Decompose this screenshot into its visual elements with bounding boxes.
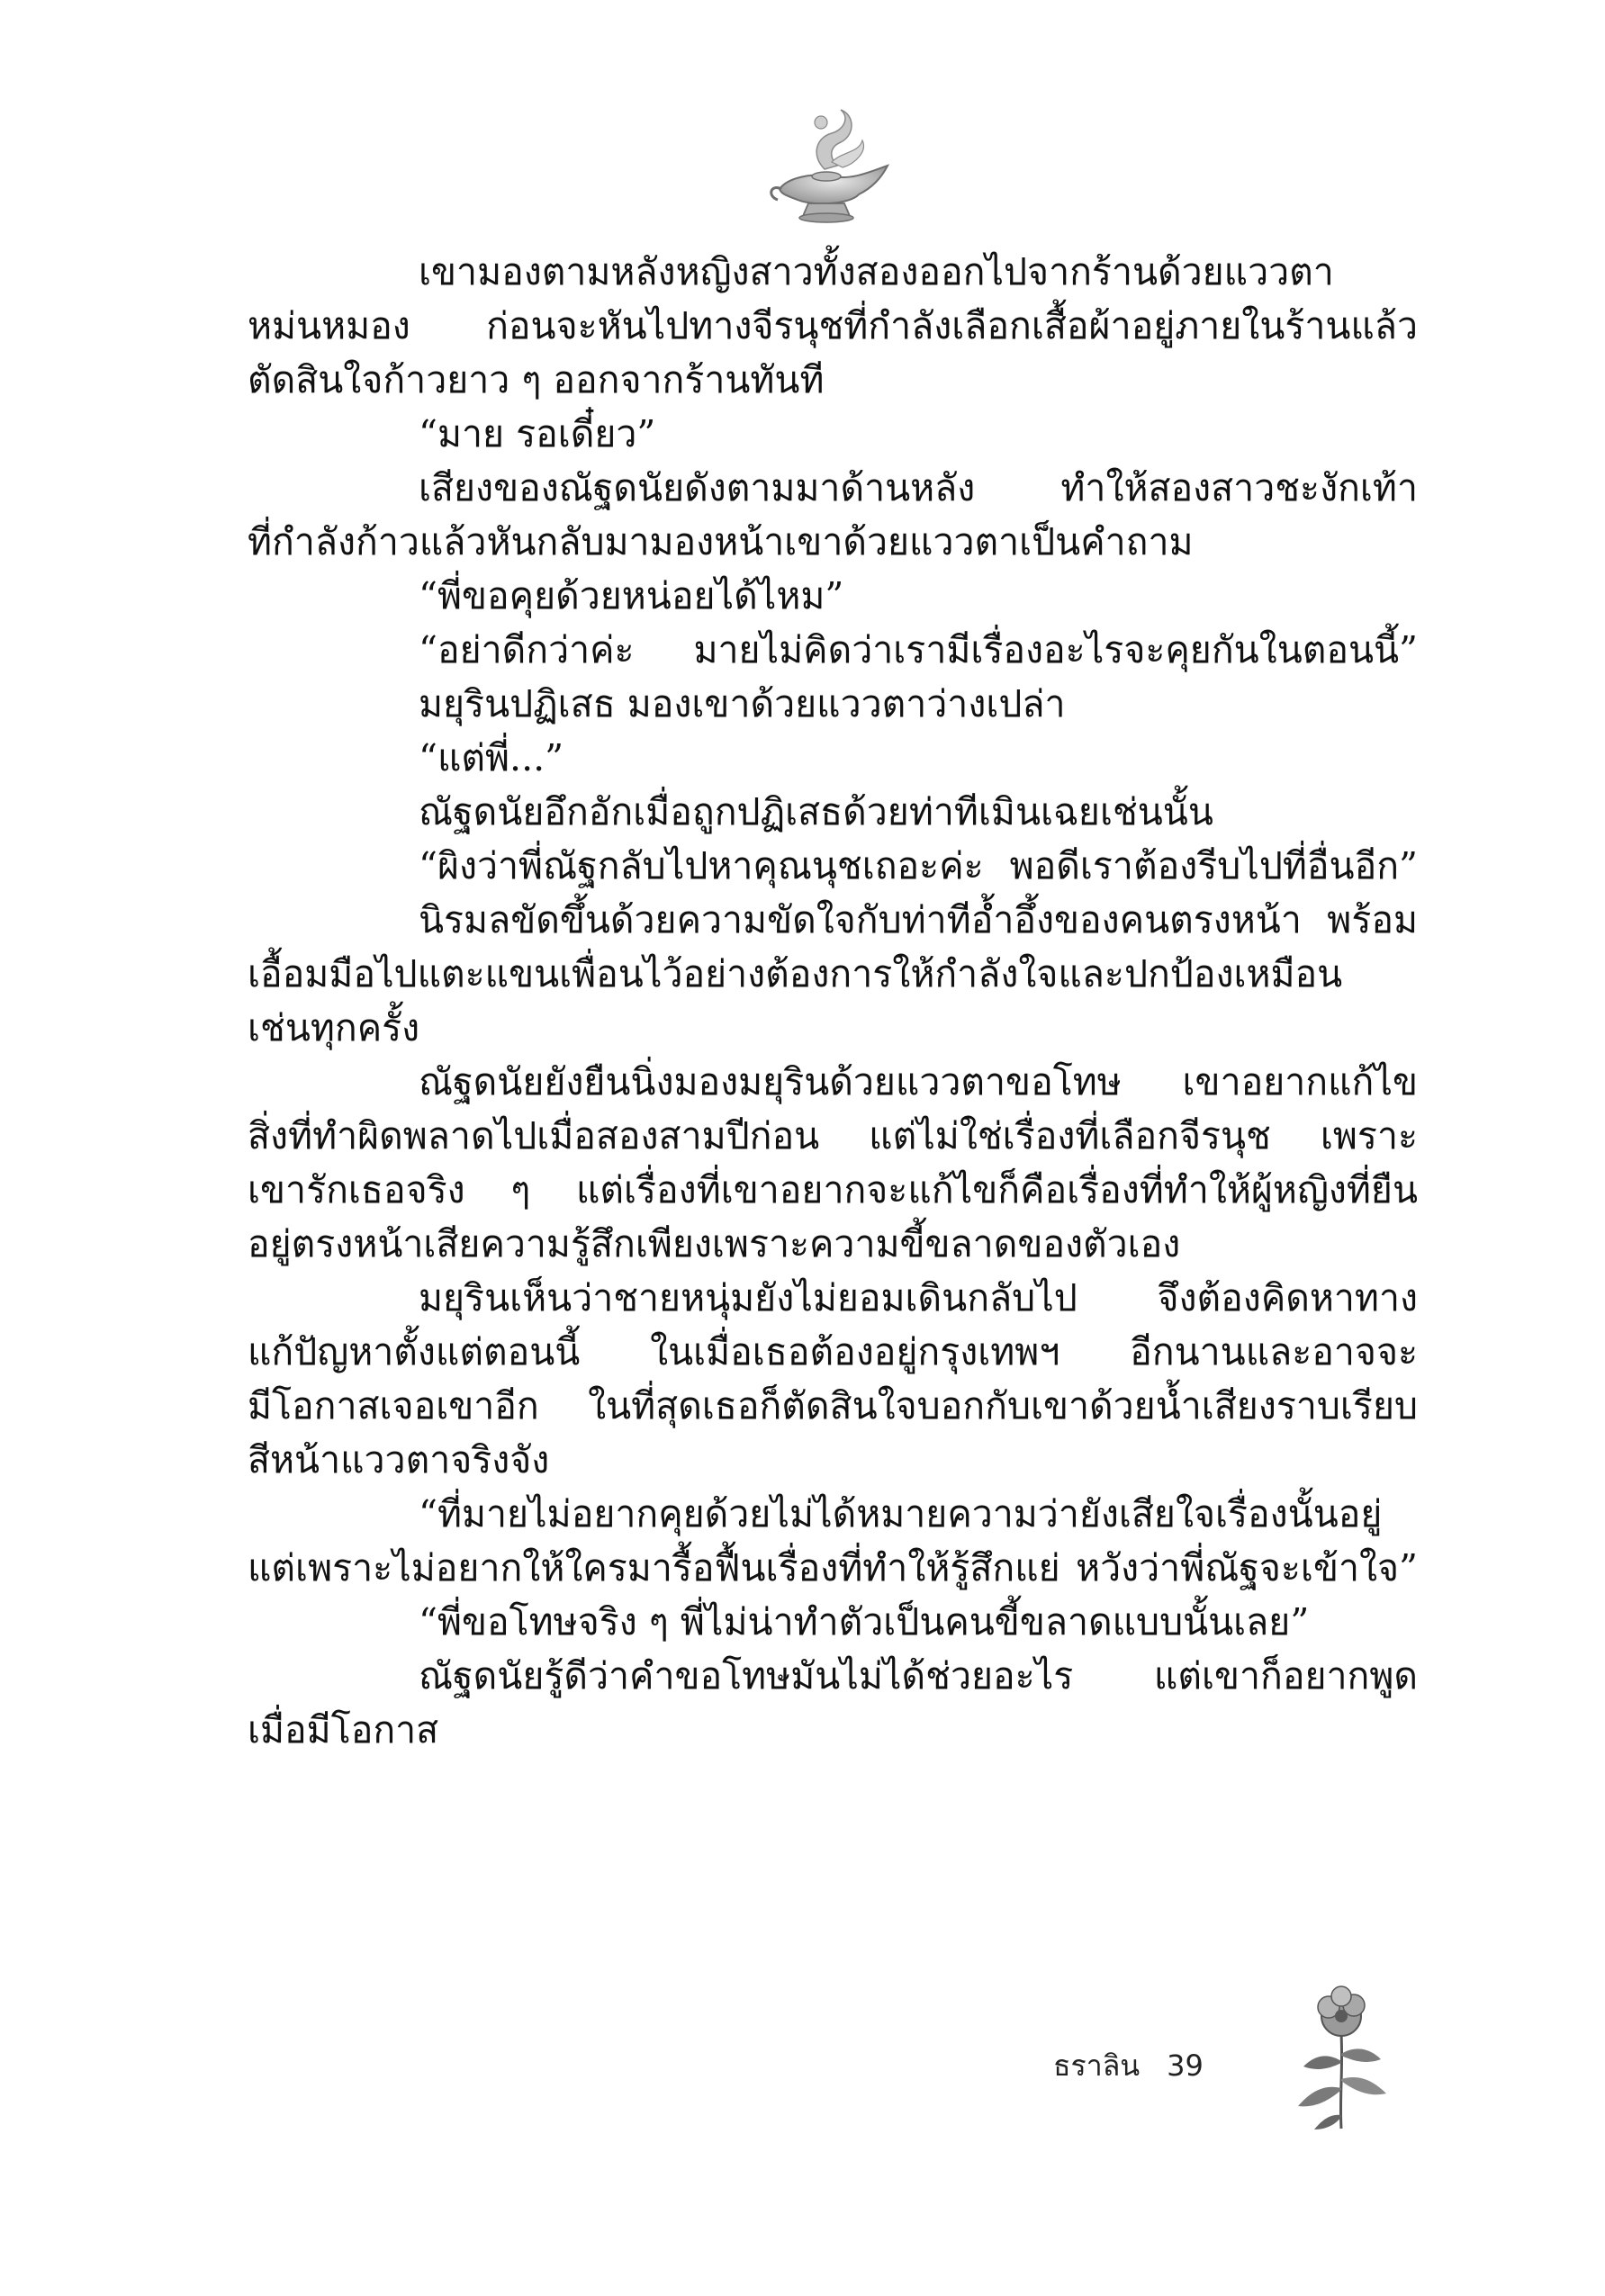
paragraph (248, 407, 1418, 461)
text-line: แต่เพราะไม่อยากให้ใครมารื้อฟื้นเรื่องที่ทำให้รู้สึกแย่ หวังว่าพี่ณัฐจะเข้าใจ” (248, 1546, 1418, 1589)
paragraph (248, 839, 1418, 893)
text-line: “ผิงว่าพี่ณัฐกลับไปหาคุณนุชเถอะค่ะ พอดีเราต้องรีบไปที่อื่นอีก” (419, 844, 1418, 887)
text-line: สีหน้าแววตาจริงจัง (248, 1438, 550, 1481)
text-line: ณัฐดนัยรู้ดีว่าคำขอโทษมันไม่ได้ช่วยอะไร แต่เขาก็อยากพูด (419, 1654, 1418, 1697)
text-line: เขามองตามหลังหญิงสาวทั้งสองออกไปจากร้านด้วยแววตา (419, 250, 1334, 293)
text-line: “พี่ขอโทษจริง ๆ พี่ไม่น่าทำตัวเป็นคนขี้ขลาดแบบนั้นเลย” (419, 1600, 1310, 1643)
text-line: นิรมลขัดขึ้นด้วยความขัดใจกับท่าทีอ้ำอึ้งของคนตรงหน้า พร้อม (419, 898, 1418, 941)
paragraph (248, 245, 1418, 407)
text-line: เอื้อมมือไปแตะแขนเพื่อนไว้อย่างต้องการให้กำลังใจและปกป้องเหมือน (248, 952, 1343, 995)
paragraph (248, 1595, 1418, 1649)
paragraph (248, 785, 1418, 839)
flower-sprig-icon (1287, 1980, 1395, 2133)
text-line: แก้ปัญหาตั้งแต่ตอนนี้ ในเมื่อเธอต้องอยู่กรุงเทพฯ อีกนานและอาจจะ (248, 1330, 1418, 1373)
text-line: สิ่งที่ทำผิดพลาดไปเมื่อสองสามปีก่อน แต่ไม่ใช่เรื่องที่เลือกจีรนุช เพราะ (248, 1114, 1418, 1157)
body-text (248, 245, 1418, 1757)
page-number: 39 (1167, 2048, 1204, 2083)
text-line: เสียงของณัฐดนัยดังตามมาด้านหลัง ทำให้สองสาวชะงักเท้า (419, 466, 1418, 509)
author-name: ธราลิน (1053, 2048, 1141, 2083)
paragraph (248, 1055, 1418, 1271)
text-line: “มาย รอเดี๋ยว” (419, 412, 656, 455)
text-line: “พี่ขอคุยด้วยหน่อยได้ไหม” (419, 574, 844, 617)
text-line: อยู่ตรงหน้าเสียความรู้สึกเพียงเพราะความขี้ขลาดของตัวเอง (248, 1222, 1181, 1265)
paragraph (248, 731, 1418, 785)
paragraph (248, 1271, 1418, 1487)
text-line: เช่นทุกครั้ง (248, 1006, 420, 1049)
genie-lamp-icon (762, 106, 897, 232)
paragraph (248, 569, 1418, 623)
text-line: ตัดสินใจก้าวยาว ๆ ออกจากร้านทันที (248, 358, 825, 401)
text-line: เมื่อมีโอกาส (248, 1708, 439, 1751)
text-line: “อย่าดีกว่าค่ะ มายไม่คิดว่าเรามีเรื่องอะไรจะคุยกันในตอนนี้” (419, 628, 1418, 671)
text-line: มยุรินเห็นว่าชายหนุ่มยังไม่ยอมเดินกลับไป จึงต้องคิดหาทาง (419, 1276, 1418, 1319)
text-line: ณัฐดนัยยังยืนนิ่งมองมยุรินด้วยแววตาขอโทษ เขาอยากแก้ไข (419, 1060, 1418, 1103)
paragraph (248, 1487, 1418, 1595)
text-line: “แต่พี่...” (419, 736, 564, 779)
paragraph (248, 623, 1418, 677)
page-footer (1053, 2043, 1204, 2089)
paragraph (248, 893, 1418, 1055)
paragraph (248, 677, 1418, 731)
text-line: มยุรินปฏิเสธ มองเขาด้วยแววตาว่างเปล่า (419, 682, 1066, 725)
text-line: “ที่มายไม่อยากคุยด้วยไม่ได้หมายความว่ายังเสียใจเรื่องนั้นอยู่ (419, 1492, 1383, 1535)
paragraph (248, 461, 1418, 569)
paragraph (248, 1649, 1418, 1757)
text-line: หม่นหมอง ก่อนจะหันไปทางจีรนุชที่กำลังเลือกเสื้อผ้าอยู่ภายในร้านแล้ว (248, 304, 1418, 347)
text-line: เขารักเธอจริง ๆ แต่เรื่องที่เขาอยากจะแก้ไขก็คือเรื่องที่ทำให้ผู้หญิงที่ยืน (248, 1168, 1418, 1211)
text-line: ที่กำลังก้าวแล้วหันกลับมามองหน้าเขาด้วยแววตาเป็นคำถาม (248, 520, 1194, 563)
text-line: มีโอกาสเจอเขาอีก ในที่สุดเธอก็ตัดสินใจบอกกับเขาด้วยน้ำเสียงราบเรียบ (248, 1384, 1418, 1427)
text-line: ณัฐดนัยอึกอักเมื่อถูกปฏิเสธด้วยท่าทีเมินเฉยเช่นนั้น (419, 790, 1213, 833)
